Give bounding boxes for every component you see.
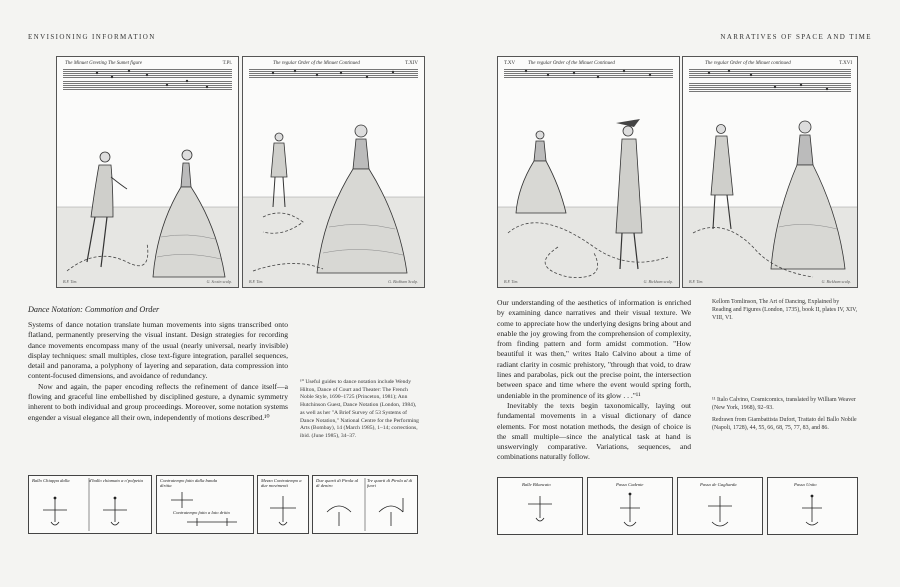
diagram-label: Tre quarti di Pirola al di fuori [367, 478, 413, 489]
body-paragraph: Inevitably the texts begin taxonomically, laying out fundamental movements in a visual dictionary of dance elements. For most notation methods, the design of choice is the small multiple—since the analytical task at hand is unswervingly comparative. Variations, sequences, and combinations naturally follow. [497, 400, 691, 462]
engraving-credit-right: G. Bickham Sculp. [388, 279, 418, 284]
notation-diagram-1 [28, 475, 152, 534]
diagram-label: d'ballo chiamato a o'polpetta [89, 478, 143, 483]
diagram-label: Contratempo fatto a lato dritto [173, 510, 230, 515]
notation-glyphs [588, 478, 672, 534]
section-heading: Dance Notation: Commotion and Order [28, 305, 160, 314]
plate-caption: The regular Order of the Minuet Continued [273, 61, 360, 66]
notation-glyphs [498, 478, 582, 534]
minuet-engraving-4 [683, 57, 857, 287]
engraving-credit-left: B.F. Tim. [63, 279, 78, 284]
footnote-10 [300, 379, 420, 445]
diagram-label: Passo de Gagliarda [700, 482, 737, 487]
notation-diagram-3 [257, 475, 309, 534]
notation-diagram-7 [677, 477, 763, 535]
side-note-tomlinson: Kellom Tomlinson, The Art of Dancing, Explained by Reading and Figures (London, 1735), book II, plates IV, XIV, VIII, VI. [712, 299, 858, 321]
dance-plate-4 [682, 56, 858, 288]
engraving-credit-right: G. Bickham sculp. [821, 279, 851, 284]
running-head-right: NARRATIVES OF SPACE AND TIME [720, 33, 872, 41]
minuet-engraving-1 [57, 57, 238, 287]
dance-plate-1 [56, 56, 239, 288]
engraving-credit-right: G. Scotin sculp. [206, 279, 232, 284]
notation-glyphs [157, 476, 253, 533]
diagram-label: Passo Cadente [616, 482, 644, 487]
right-body-text [497, 298, 691, 463]
notation-diagram-2 [156, 475, 254, 534]
footnote-text: ¹⁰ Useful guides to dance notation include Wendy Hilton, Dance of Court and Theater: The French Noble Style, 1690–1725 (Princeton, 1981); Ann Hutchinson Guest, Dance Notation (London, 1984), as well as her "A Brief Survey of 53 Systems of Dance Notation," National Centre for the Performing Arts (Bombay), 14 (March 1985), 1–14; corrections, ibid. (June 1985), 34–37. [300, 379, 419, 439]
plate-number: T.XVI [839, 61, 852, 66]
plate-caption: The regular Order of the Minuet continued [705, 61, 791, 66]
diagram-label: Balle Bilancato [522, 482, 551, 487]
plate-caption: The Minuet Greeting The Sumet figure [65, 61, 142, 66]
notation-diagram-6 [587, 477, 673, 535]
notation-glyphs [768, 478, 857, 534]
notation-diagram-4 [312, 475, 418, 534]
diagram-label: Contratempo fatto dalla banda diritta [160, 478, 218, 489]
notation-glyphs [678, 478, 762, 534]
engraving-credit-left: B.F. Tim. [249, 279, 264, 284]
minuet-engraving-2 [243, 57, 424, 287]
plate-number: T.XV [504, 61, 516, 66]
diagram-label: Ballo Chiappa dalla [32, 478, 70, 483]
plate-number: T.XIV [405, 61, 418, 66]
plate-caption: The regular Order of the Minuet Continued [528, 61, 615, 66]
side-notes [712, 298, 860, 436]
left-body-text [28, 320, 288, 423]
engraving-credit-left: B.F. Tim. [689, 279, 704, 284]
engraving-credit-right: G. Bickham sculp. [643, 279, 673, 284]
notation-glyphs [258, 476, 308, 533]
dance-plate-2 [242, 56, 425, 288]
body-paragraph: Our understanding of the aesthetics of information is enriched by examining dance narratives and their visual texture. We come to appreciate how the underlying designs bring about and enable the joy growing from the comprehension of complexity, from finding pattern and form amidst commotion. "How beautiful it was then," writes Italo Calvino about a time of radiant clarity in cosmic prehistory, "through that void, to draw lines and parabolas, pick out the precise point, the intersection between space and time where the event would spring forth, undeniable in the prominence of its glow . . ."¹¹ [497, 298, 691, 400]
diagram-label: Mezzo Contratempo a due movimenti [261, 478, 302, 489]
notation-diagram-8 [767, 477, 858, 535]
engraving-credit-left: B.F. Tim. [504, 279, 519, 284]
notation-glyphs [29, 476, 151, 533]
notation-diagram-5 [497, 477, 583, 535]
notation-glyphs [313, 476, 417, 533]
body-paragraph: Now and again, the paper encoding reflects the refinement of dance itself—a flowing and graceful line embellished by disciplined gesture, a dynamic symmetry inherent to both individual and group proceedings. Moreover, some notation systems engender a visual elegance all their own, independently of motions described.¹⁰ [28, 381, 288, 422]
dance-plate-3 [497, 56, 680, 288]
minuet-engraving-3 [498, 57, 679, 287]
body-paragraph: Systems of dance notation translate human movements into signs transcribed onto flatland, permanently preserving the visual instant. Design strategies for recording dance movements encompass many of the usual (nearly universal, nearly invisible) display techniques: small multiples, close text-figure integration, parallel sequences, detail and panorama, a polyphony of layering and separation, data compression into content-focused dimensions, and avoidance of redundancy. [28, 320, 288, 381]
plate-number: T.Pl. [222, 61, 232, 66]
side-note-calvino: ¹¹ Italo Calvino, Cosmicomics, translated by William Weaver (New York, 1968), 92–93. [712, 397, 856, 411]
running-head-left: ENVISIONING INFORMATION [28, 33, 156, 41]
diagram-label: Due quarti di Pirola al di dentro [316, 478, 359, 489]
diagram-label: Passo Unito [794, 482, 817, 487]
side-note-dufort: Redrawn from Giambattista Dufort, Trattato del Ballo Nobile (Napoli, 1728), 44, 55, 66, 68, 75, 77, 83, and 86. [712, 417, 857, 431]
